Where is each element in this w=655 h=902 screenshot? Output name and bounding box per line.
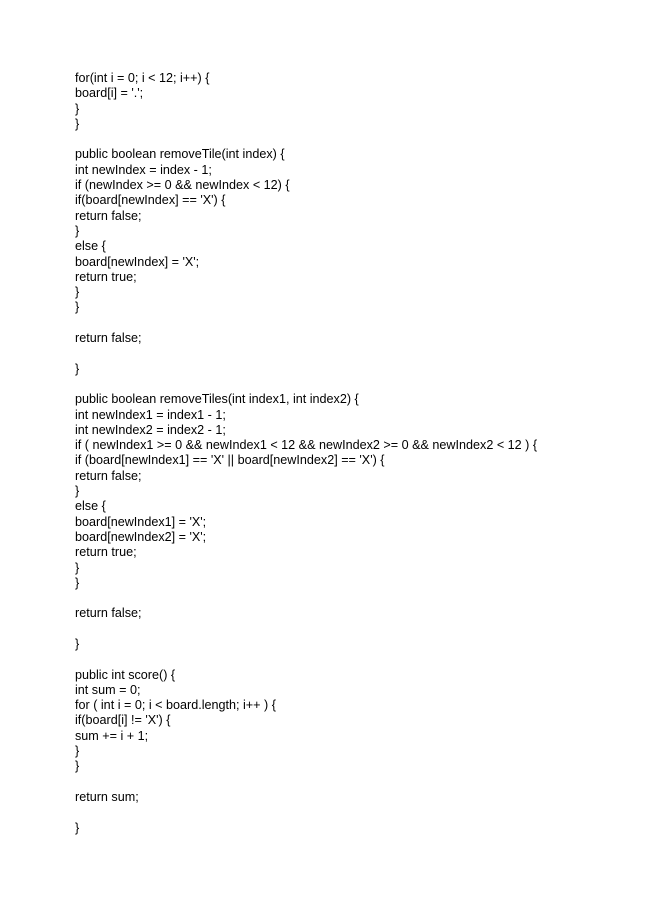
code-line: if (board[newIndex1] == 'X' || board[newIndex2] == 'X') { bbox=[75, 453, 385, 468]
code-line: return true; bbox=[75, 545, 137, 560]
code-line: board[newIndex2] = 'X'; bbox=[75, 529, 207, 544]
code-line: int sum = 0; bbox=[75, 682, 141, 697]
blank-line bbox=[75, 622, 635, 637]
code-line: } bbox=[75, 575, 80, 590]
blank-line bbox=[75, 591, 635, 606]
code-line: } bbox=[75, 759, 80, 774]
code-line: } bbox=[75, 560, 80, 575]
code-line: if (newIndex >= 0 && newIndex < 12) { bbox=[75, 178, 290, 193]
blank-line bbox=[75, 652, 635, 667]
code-line: board[i] = '.'; bbox=[75, 86, 144, 101]
code-line: for(int i = 0; i < 12; i++) { bbox=[75, 71, 210, 85]
blank-line bbox=[75, 316, 635, 331]
code-line: int newIndex2 = index2 - 1; bbox=[75, 422, 226, 437]
blank-line bbox=[75, 377, 635, 392]
blank-line bbox=[75, 346, 635, 361]
code-line: if ( newIndex1 >= 0 && newIndex1 < 12 && newIndex2 >= 0 && newIndex2 < 12 ) { bbox=[75, 438, 538, 453]
code-line: board[newIndex] = 'X'; bbox=[75, 254, 200, 269]
code-line: board[newIndex1] = 'X'; bbox=[75, 514, 207, 529]
code-line: public boolean removeTiles(int index1, int index2) { bbox=[75, 392, 359, 407]
code-line: } bbox=[75, 285, 80, 300]
code-line: public int score() { bbox=[75, 667, 176, 682]
code-line: int newIndex = index - 1; bbox=[75, 162, 212, 177]
code-line: if(board[newIndex] == 'X') { bbox=[75, 193, 226, 208]
code-line: return false; bbox=[75, 468, 142, 483]
code-line: else { bbox=[75, 239, 106, 254]
code-line: } bbox=[75, 223, 80, 238]
blank-line bbox=[75, 132, 635, 147]
code-line: } bbox=[75, 300, 80, 315]
code-line: return true; bbox=[75, 269, 137, 284]
code-line: } bbox=[75, 636, 80, 651]
code-line: for ( int i = 0; i < board.length; i++ ) { bbox=[75, 698, 276, 713]
code-line: return false; bbox=[75, 606, 142, 621]
code-line: sum += i + 1; bbox=[75, 728, 149, 743]
code-line: } bbox=[75, 116, 80, 131]
code-line: } bbox=[75, 820, 80, 835]
code-line: if(board[i] != 'X') { bbox=[75, 713, 171, 728]
code-line: else { bbox=[75, 499, 106, 514]
code-listing bbox=[75, 71, 635, 836]
code-line: } bbox=[75, 101, 80, 116]
code-line: public boolean removeTile(int index) { bbox=[75, 147, 285, 162]
code-line: return false; bbox=[75, 208, 142, 223]
blank-line bbox=[75, 805, 635, 820]
blank-line bbox=[75, 775, 635, 790]
code-line: } bbox=[75, 744, 80, 759]
code-line: } bbox=[75, 484, 80, 499]
code-line: } bbox=[75, 361, 80, 376]
code-line: int newIndex1 = index1 - 1; bbox=[75, 407, 226, 422]
code-line: return false; bbox=[75, 331, 142, 346]
code-line: return sum; bbox=[75, 789, 139, 804]
